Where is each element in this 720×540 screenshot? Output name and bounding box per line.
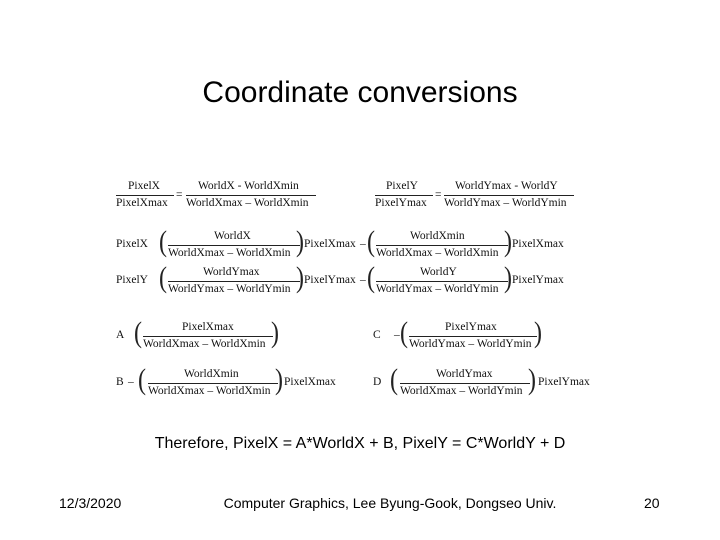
minus-sign: – <box>360 274 366 286</box>
left-parenthesis: ( <box>134 316 142 349</box>
fraction-numerator: PixelYmax <box>445 321 497 333</box>
fraction-numerator: WorldYmax - WorldY <box>455 180 558 192</box>
right-parenthesis: ) <box>271 316 279 349</box>
fraction-bar <box>143 336 273 337</box>
coefficient-a-label: A <box>116 329 125 341</box>
left-parenthesis: ( <box>390 363 398 396</box>
fraction-numerator: WorldYmax <box>203 266 260 278</box>
fraction-denominator: WorldYmax – WorldYmin <box>376 283 499 295</box>
fraction-denominator: WorldYmax – WorldYmin <box>168 283 291 295</box>
left-parenthesis: ( <box>159 261 167 294</box>
fraction-denominator: WorldYmax – WorldYmin <box>444 197 567 209</box>
right-parenthesis: ) <box>296 261 304 294</box>
right-parenthesis: ) <box>504 225 512 258</box>
multiplier: PixelYmax <box>538 376 590 388</box>
coefficient-b-label: B <box>116 376 124 388</box>
right-parenthesis: ) <box>504 261 512 294</box>
fraction-numerator: PixelY <box>386 180 418 192</box>
coefficient-c-label: C <box>373 329 381 341</box>
right-parenthesis: ) <box>296 225 304 258</box>
right-parenthesis: ) <box>275 363 283 396</box>
footer-title: Computer Graphics, Lee Byung-Gook, Dongseo Univ. <box>223 495 557 511</box>
equals-sign: = <box>435 189 442 201</box>
fraction-denominator: PixelYmax <box>375 197 427 209</box>
slide-number: 20 <box>644 495 660 511</box>
fraction-bar <box>444 195 574 196</box>
multiplier: PixelXmax <box>512 238 564 250</box>
multiplier: PixelYmax <box>304 274 356 286</box>
fraction-numerator: PixelX <box>128 180 160 192</box>
equals-sign: = <box>176 189 183 201</box>
coefficient-d-label: D <box>373 376 382 388</box>
fraction-numerator: WorldXmin <box>184 368 239 380</box>
footer-date: 12/3/2020 <box>59 495 122 511</box>
fraction-denominator: WorldXmax – WorldXmin <box>148 385 271 397</box>
fraction-bar <box>376 281 508 282</box>
fraction-numerator: WorldX - WorldXmin <box>198 180 299 192</box>
right-parenthesis: ) <box>534 316 542 349</box>
fraction-bar <box>376 245 508 246</box>
fraction-denominator: WorldXmax – WorldYmin <box>400 385 523 397</box>
left-parenthesis: ( <box>367 261 375 294</box>
equation-lhs: PixelX <box>116 238 148 250</box>
fraction-denominator: WorldYmax – WorldYmin <box>409 338 532 350</box>
left-parenthesis: ( <box>159 225 167 258</box>
left-parenthesis: ( <box>138 363 146 396</box>
fraction-denominator: WorldXmax – WorldXmin <box>186 197 309 209</box>
fraction-bar <box>186 195 316 196</box>
fraction-denominator: WorldXmax – WorldXmin <box>143 338 266 350</box>
multiplier: PixelXmax <box>284 376 336 388</box>
fraction-bar <box>148 383 278 384</box>
fraction-bar <box>116 195 174 196</box>
fraction-numerator: WorldXmin <box>410 230 465 242</box>
fraction-bar <box>409 336 537 337</box>
minus-sign: – <box>360 238 366 250</box>
multiplier: PixelXmax <box>304 238 356 250</box>
fraction-bar <box>400 383 530 384</box>
equation-lhs: PixelY <box>116 274 148 286</box>
conclusion-text: Therefore, PixelX = A*WorldX + B, PixelY = C*WorldY + D <box>154 435 566 452</box>
left-parenthesis: ( <box>400 316 408 349</box>
multiplier: PixelYmax <box>512 274 564 286</box>
fraction-numerator: WorldX <box>214 230 251 242</box>
fraction-numerator: WorldYmax <box>436 368 493 380</box>
fraction-numerator: WorldY <box>420 266 457 278</box>
fraction-denominator: WorldXmax – WorldXmin <box>376 247 499 259</box>
right-parenthesis: ) <box>528 363 536 396</box>
slide-title: Coordinate conversions <box>202 76 518 109</box>
minus-sign: – <box>394 329 400 341</box>
fraction-denominator: WorldXmax – WorldXmin <box>168 247 291 259</box>
fraction-bar <box>168 245 300 246</box>
minus-sign: – <box>128 376 134 388</box>
fraction-denominator: PixelXmax <box>116 197 168 209</box>
fraction-bar <box>168 281 300 282</box>
left-parenthesis: ( <box>367 225 375 258</box>
fraction-numerator: PixelXmax <box>182 321 234 333</box>
fraction-bar <box>375 195 433 196</box>
